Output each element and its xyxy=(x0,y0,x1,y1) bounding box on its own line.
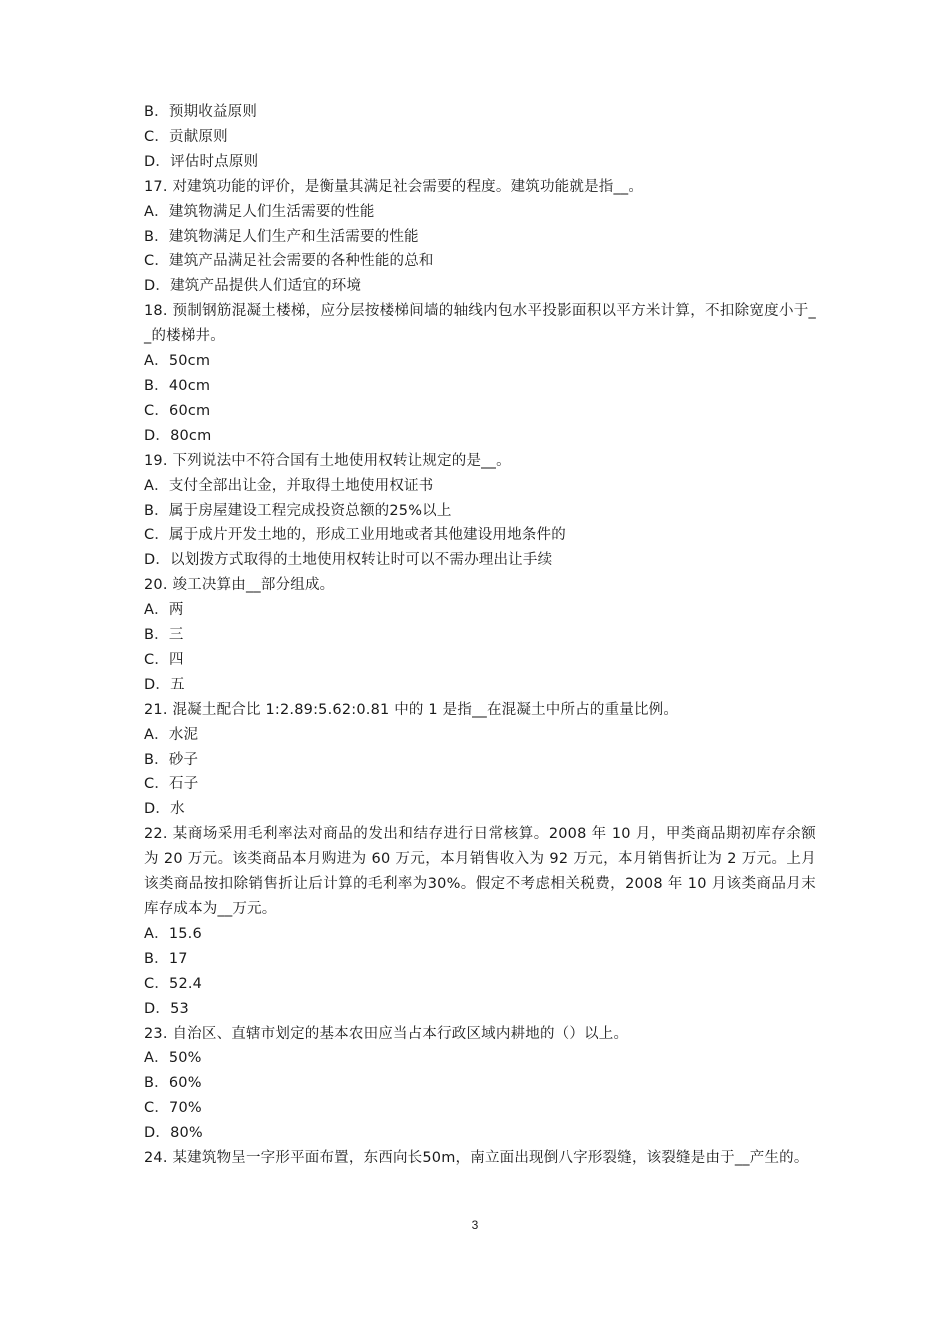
option-d: D．水 xyxy=(144,801,185,818)
option-a: A．50% xyxy=(144,1050,202,1067)
option-a: A．支付全部出让金，并取得土地使用权证书 xyxy=(144,477,434,494)
option-d: D．建筑产品提供人们适宜的环境 xyxy=(144,278,362,295)
option-d: D．80% xyxy=(144,1125,203,1142)
option-d: D．以划拨方式取得的土地使用权转让时可以不需办理出让手续 xyxy=(144,552,553,569)
question-stem: 22. 某商场采用毛利率法对商品的发出和结存进行日常核算。2008 年 10 月，甲类商品期初库存余额为 20 万元。该类商品本月购进为 60 万元，本月销售收入为 92 万元，本月销售折让为 2 万元。上月该类商品按扣除销售折让后计算的毛利率为30%。假定不考虑相关税费，2008 年 10 月该类商品月末库存成本为__万元。 xyxy=(144,826,816,917)
question-stem: 18. 预制钢筋混凝土楼梯，应分层按楼梯间墙的轴线内包水平投影面积以平方米计算，不扣除宽度小于__的楼梯井。 xyxy=(144,303,816,345)
question-stem: 19. 下列说法中不符合国有土地使用权转让规定的是__。 xyxy=(144,452,511,469)
option-b: B．40cm xyxy=(144,377,211,394)
option-a: A．两 xyxy=(144,602,184,619)
option-b: B．建筑物满足人们生产和生活需要的性能 xyxy=(144,228,419,245)
question-stem: 17. 对建筑功能的评价，是衡量其满足社会需要的程度。建筑功能就是指__。 xyxy=(144,178,644,195)
option-b: B．60% xyxy=(144,1075,202,1092)
option-c: C．52.4 xyxy=(144,975,203,992)
page-number: 3 xyxy=(471,1218,479,1232)
option-a: A．建筑物满足人们生活需要的性能 xyxy=(144,203,375,220)
option-d: D．53 xyxy=(144,1000,189,1017)
option-b: B．三 xyxy=(144,627,184,644)
option-c: C．贡献原则 xyxy=(144,128,228,145)
question-stem: 20. 竣工决算由__部分组成。 xyxy=(144,577,335,594)
question-stem: 24. 某建筑物呈一字形平面布置，东西向长50m，南立面出现倒八字形裂缝，该裂缝是由于__产生的。 xyxy=(144,1150,809,1167)
option-c: C．四 xyxy=(144,651,184,668)
option-c: C．60cm xyxy=(144,402,211,419)
option-b: B．预期收益原则 xyxy=(144,104,258,120)
option-b: B．砂子 xyxy=(144,751,199,768)
option-a: A．15.6 xyxy=(144,925,202,942)
option-a: A．50cm xyxy=(144,353,211,370)
option-d: D．80cm xyxy=(144,427,212,444)
question-stem: 23. 自治区、直辖市划定的基本农田应当占本行政区域内耕地的（）以上。 xyxy=(144,1025,629,1042)
option-d: D．评估时点原则 xyxy=(144,153,259,170)
question-list xyxy=(144,100,816,1171)
option-a: A．水泥 xyxy=(144,726,199,743)
option-c: C．70% xyxy=(144,1100,202,1117)
option-c: C．建筑产品满足社会需要的各种性能的总和 xyxy=(144,253,434,270)
option-b: B．属于房屋建设工程完成投资总额的25%以上 xyxy=(144,502,452,519)
question-stem: 21. 混凝土配合比 1:2.89:5.62:0.81 中的 1 是指__在混凝土中所占的重量比例。 xyxy=(144,701,679,718)
option-c: C．属于成片开发土地的，形成工业用地或者其他建设用地条件的 xyxy=(144,527,566,544)
option-b: B．17 xyxy=(144,950,188,967)
option-c: C．石子 xyxy=(144,776,199,793)
option-d: D．五 xyxy=(144,676,185,693)
